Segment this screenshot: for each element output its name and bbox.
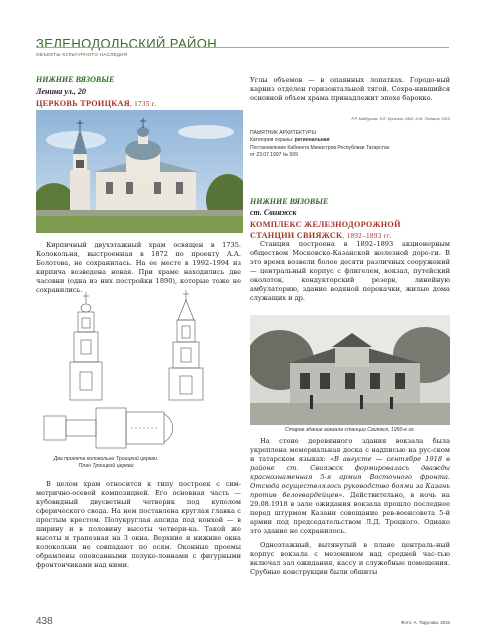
header-divider (36, 47, 449, 48)
church-title: ЦЕРКОВЬ ТРОИЦКАЯ (36, 99, 130, 108)
section-subtitle: ОБЪЕКТЫ КУЛЬТУРНОГО НАСЛЕДИЯ (36, 52, 128, 57)
church-architecture-text: В целом храм относится к типу построек с сим-метрично-осевой композицией. Его основная часть — кубовидный двусветный четверик под куполом сферического свода. На нем поставлена круглая главка с простым крестом. Полукруглая апсида под конхой — в ширину и в половину высоты четвери-ка. Такой же высоты и трапезная на 3 окна. Верхние и нижние окна колокольни не совпадают по осям. Оконные проемы обрамлены опоясанными полуко-лоннами с фигурными фронтончиками над ними. (36, 480, 241, 569)
protection-category (250, 137, 450, 144)
protection-prefix: Категория охраны: (250, 137, 295, 144)
monument-label: ПАМЯТНИК АРХИТЕКТУРЫ (250, 130, 316, 136)
church-date: , 1735 г. (129, 100, 157, 108)
station-address: ст. Свияжск (250, 208, 297, 217)
station-building-text: Одноэтажный, вытянутый в плане централь-ный корпус вокзала с мезонином над средней час-тью включал зал ожидания, кассу и служебные помещения. Срубные конструкции были обшиты (250, 541, 450, 576)
drawings-caption-line1: Два проекта колокольни Троицкой церкви. (53, 456, 159, 462)
station-date: , 1892–1893 гг. (342, 232, 392, 240)
church-category: НИЖНИЕ ВЯЗОВЫЕ (36, 75, 115, 84)
church-description: Кирпичный двухэтажный храм освящен в 1735. Колокольня, выстроенная в 1872 по проекту А.А. Болотова, не сохранилась. На ее месте в 1992–1994 из кирпича возведена новая. При храме находились две часовни (одна из них постройки 1890), которые тоже не сохранились. (36, 241, 241, 294)
memorial-text-end: . Действительно, в ночь на 29.08.1918 в зале ожидания вокзала прошло последнее перед штурмом Казани совещание рев-военсовета 5-й армии под председательством Л.Д. Троцкого. Однако это здание не сохранилось. (250, 491, 450, 535)
station-title-line2: СТАНЦИИ СВИЯЖСК (250, 231, 343, 240)
photo-credit: Фото: А. Тарусова, 2016 (401, 620, 450, 625)
church-text-continued: Углы объемов — в опаянных лопатках. Городо-вый карниз отделен горизонтальной тягой. Сохра-нившийся основной объем храма принадлежит эпохе барокко. (250, 76, 450, 102)
church-sources: Р.Р. Байдурова, Л.Е. Ерохина, 1992; А.Ж. Поляков, 2015 (351, 117, 450, 121)
decree-line1: Постановление Кабинета Министров Республики Татарстан (250, 144, 390, 151)
station-photo-caption: Старое здание вокзала станции Свияжск, 1950-е гг. (284, 427, 416, 433)
station-category: НИЖНИЕ ВЯЗОВЫЕ (250, 197, 329, 206)
memorial-plaque-quote: «В августе — сентябре 1918 в районе ст. Свияжск формировалась дважды краснознаменная 5-я армия Восточного фронта. Отсюда осуществлялось руководство боями за Казань против белогвардейцев» (250, 455, 450, 499)
drawings-caption-line2: План Троицкой церкви (78, 463, 134, 469)
church-photo (36, 110, 243, 233)
memorial-text-start: На стене деревянного здания вокзала была укреплена мемориальная доска с надписью на рус-ском и татарском языках: (250, 437, 450, 463)
station-title-line1: КОМПЛЕКС ЖЕЛЕЗНОДОРОЖНОЙ (250, 220, 401, 229)
monument-info (250, 130, 450, 160)
section-title: ЗЕЛЕНОДОЛЬСКИЙ РАЙОН (36, 36, 218, 51)
page-number: 438 (36, 616, 53, 627)
drawings-caption (46, 456, 166, 470)
station-photo (250, 315, 450, 425)
protection-value: региональная (294, 137, 330, 144)
church-drawings (36, 290, 243, 460)
church-address: Ленина ул., 20 (36, 87, 86, 96)
church-title-block (36, 99, 156, 108)
station-description: Станция построена в 1892–1893 акционерным обществом Московско-Казанской железной доро-ги. В это время возвели более десяти различных сооружений — центральный корпус с флигелем, вокзал, путейский околоток, кондукторский резерв, линейную амбулаторию, здание водяной перекачки, жилые дома служащих и др. (250, 240, 450, 302)
station-title-block (250, 219, 401, 242)
decree-line2: от 23.07.1997 № 599 (250, 152, 298, 159)
station-memorial-text (250, 437, 450, 536)
